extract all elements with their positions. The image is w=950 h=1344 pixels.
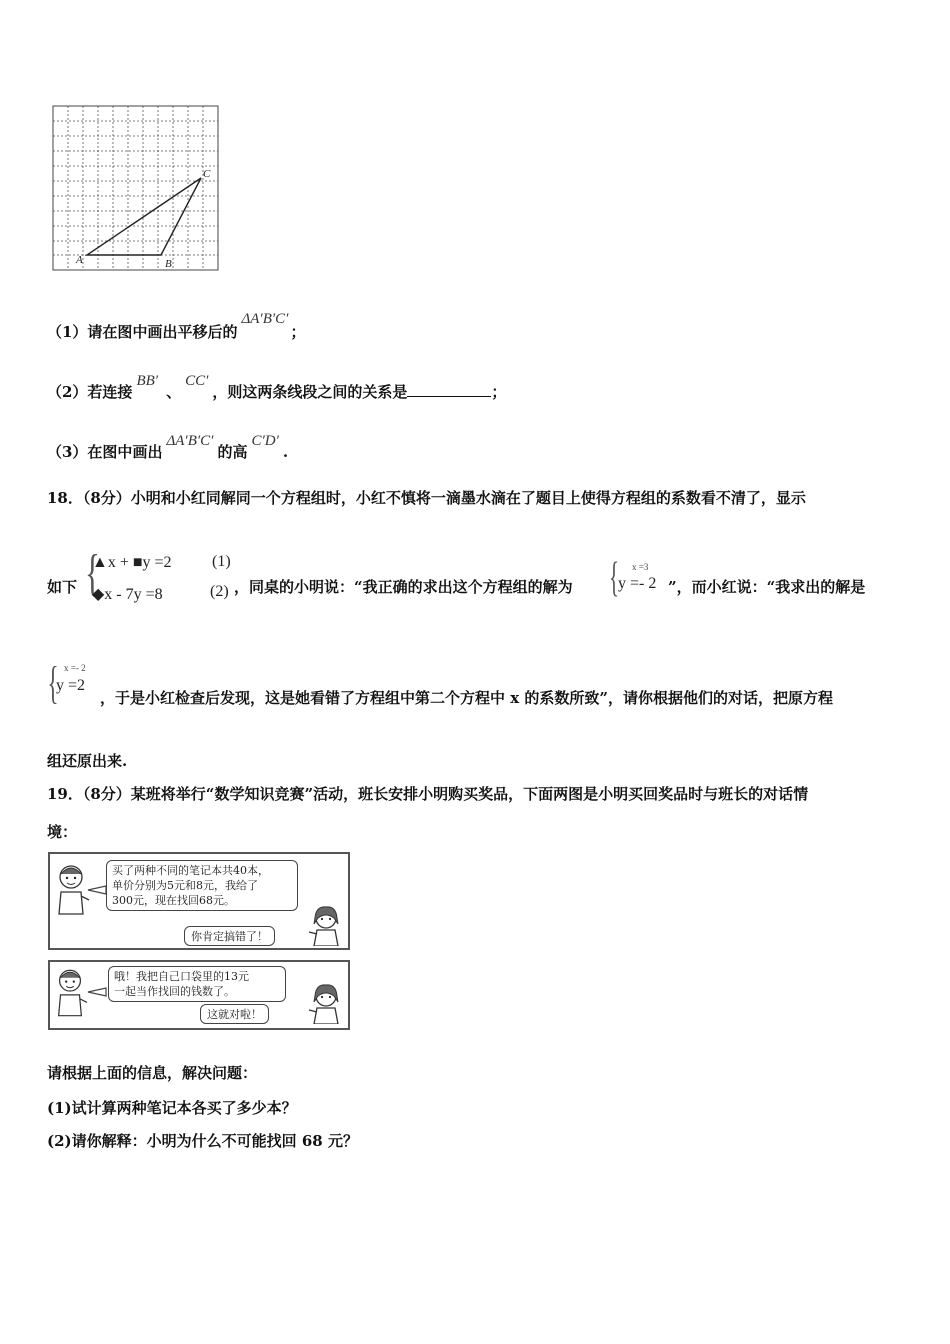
equation-2-number: (2): [210, 583, 229, 600]
solution2-x: x =- 2: [64, 663, 86, 673]
q18-prefix: 如下: [47, 578, 78, 596]
comic-panel-1: [48, 852, 350, 950]
comic2-speech-bubble: 哦！我把自己口袋里的13元 一起当作找回的钱数了。: [108, 966, 286, 1002]
solution1-y: y =- 2: [618, 575, 657, 592]
triangle-abc: [87, 178, 201, 255]
q17-part3: （3）在图中画出ΔA′B′C′的高C′D′.: [47, 433, 289, 461]
label-b: B: [165, 258, 172, 270]
comic1-speech-bubble: 买了两种不同的笔记本共40本， 单价分别为5元和8元，我给了 300元，现在找回68元。: [106, 860, 298, 911]
solution1-x: x =3: [632, 562, 649, 572]
system-brace: {: [84, 545, 100, 602]
q18-mid-text: ，同桌的小明说：“我正确的求出这个方程组的解为: [234, 578, 573, 596]
q19-part2: (2)请你解释：小明为什么不可能找回 68 元？: [47, 1132, 358, 1150]
comic2-reply-bubble: 这就对啦！: [200, 1004, 269, 1024]
girl-figure-icon: [308, 904, 344, 946]
q19-line2: 境：: [47, 823, 78, 841]
q18-line1: 18．（8分）小明和小红同解同一个方程组时，小红不慎将一滴墨水滴在了题目上使得方程组的系数看不清了，显示: [47, 489, 806, 507]
pointer-icon: [86, 884, 108, 896]
q19-prompt: 请根据上面的信息，解决问题：: [47, 1064, 258, 1082]
label-a: A: [76, 254, 83, 266]
comic1-reply-bubble: 你肯定搞错了！: [184, 926, 275, 946]
equation-1: ▲x + ■y =2: [92, 554, 172, 571]
boy-figure-icon: [52, 966, 88, 1018]
q17-part2: （2）若连接BB′、CC′，则这两条线段之间的关系是 ；: [47, 373, 507, 401]
boy-figure-icon: [52, 862, 90, 916]
solution2-y: y =2: [56, 677, 86, 694]
label-c: C: [203, 168, 211, 180]
girl-figure-icon: [308, 982, 344, 1024]
pointer-icon: [86, 986, 108, 998]
answer-blank[interactable]: [407, 382, 491, 397]
solution1-brace: {: [609, 555, 620, 601]
q18-line3: ，于是小红检查后发现，这是她看错了方程组中第二个方程中 x 的系数所致”，请你根据他们的对话，把原方程: [100, 689, 834, 707]
q19-line1: 19．（8分）某班将举行“数学知识竞赛”活动，班长安排小明购买奖品，下面两图是小明买回奖品时与班长的对话情: [47, 785, 809, 803]
solution2-brace: {: [47, 657, 59, 708]
comic-panel-2: [48, 960, 350, 1030]
q17-part1: （1）请在图中画出平移后的ΔA′B′C′；: [47, 311, 306, 341]
equation-2: ◆x - 7y =8: [92, 586, 163, 603]
equation-1-number: (1): [212, 553, 231, 570]
q18-line4: 组还原出来.: [47, 752, 128, 770]
grid-figure: [48, 100, 224, 276]
q18-after-solution1: ”，而小红说：“我求出的解是: [668, 578, 866, 596]
q19-part1: (1)试计算两种笔记本各买了多少本？: [47, 1099, 297, 1117]
